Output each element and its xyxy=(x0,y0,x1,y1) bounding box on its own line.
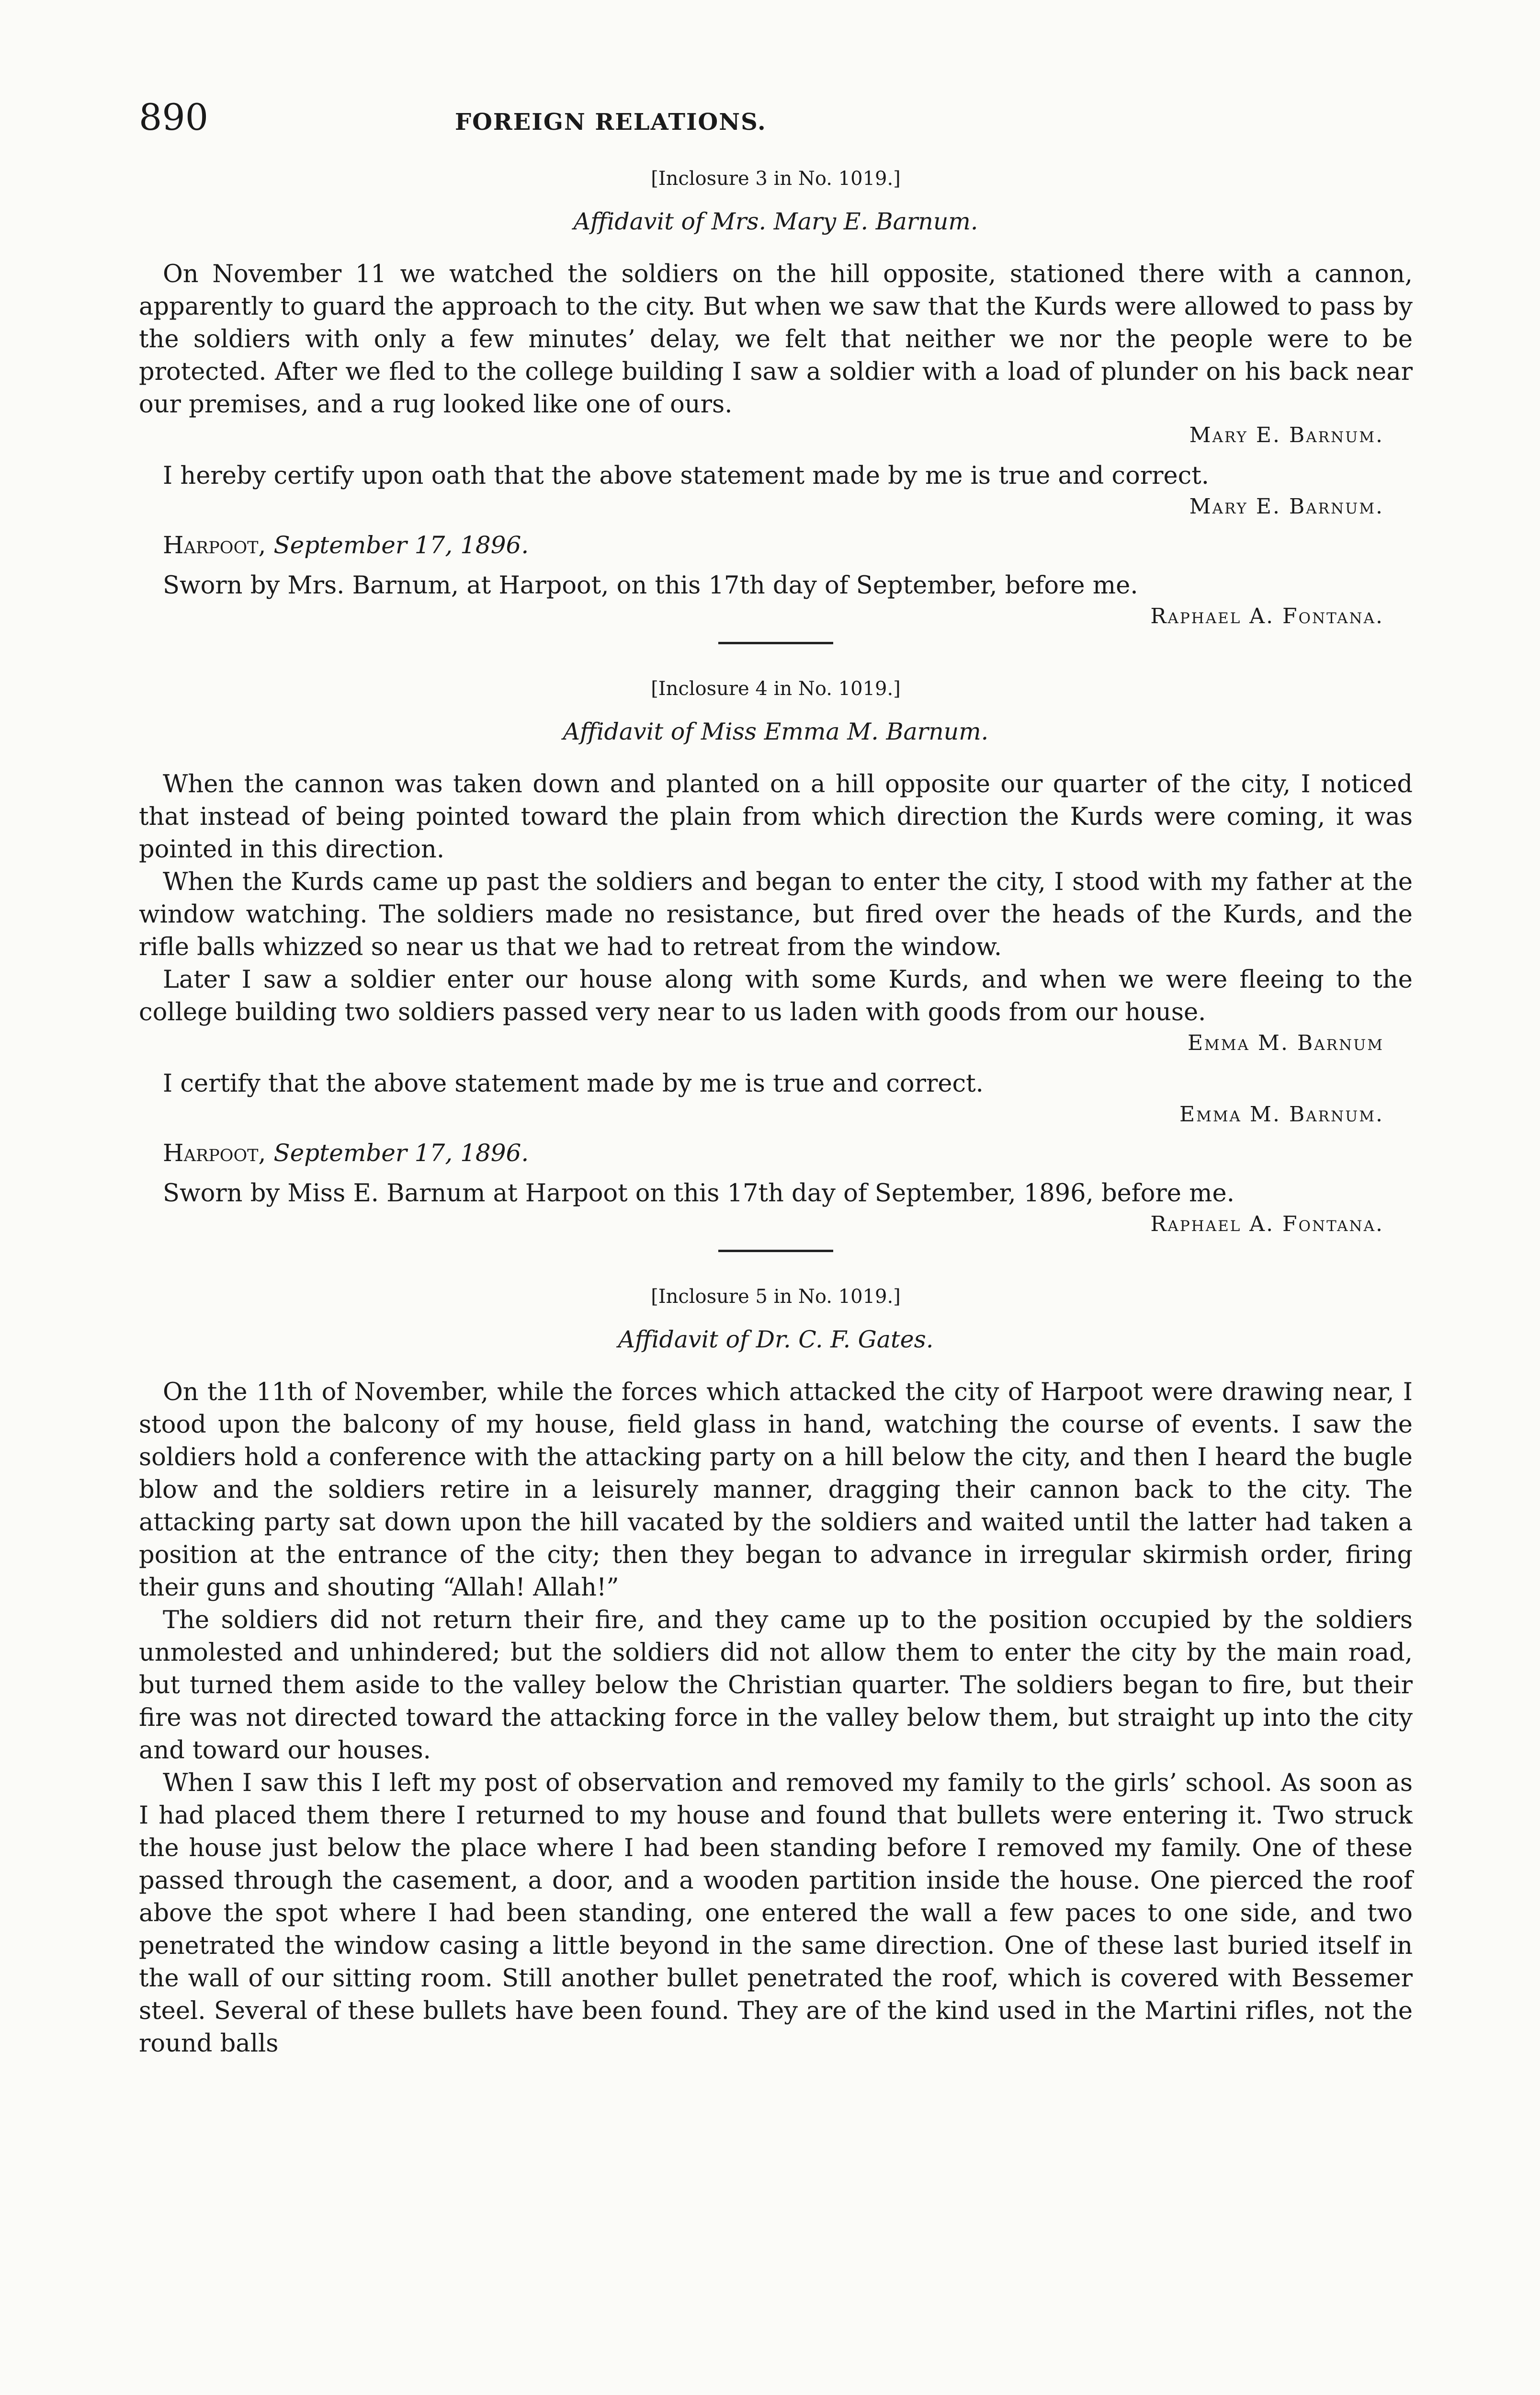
paragraph: When the Kurds came up past the soldiers and began to enter the city, I stood with my father at the window watching. The soldiers made no resistance, but fired over the heads of the Kurds, and the rifle balls whizzed so near us that we had to retreat from the window. xyxy=(139,868,1413,961)
official-signature: Raphael A. Fontana. xyxy=(1150,604,1384,628)
affidavit-title: Affidavit of Dr. C. F. Gates. xyxy=(618,1326,934,1353)
place: Harpoot, xyxy=(163,1139,266,1167)
paragraph: When I saw this I left my post of observation and removed my family to the girls’ school. As soon as I had placed them there I returned to my house and found that bullets were entering it. Two struck the house just below the place where I had been standing before I removed my family. One of these passed through the casement, a door, and a wooden partition inside the house. One pierced the roof above the spot where I had been standing, one entered the wall a few paces to one side, and two penetrated the window casing a little beyond in the same direction. One of these last buried itself in the wall of our sitting room. Still another bullet penetrated the roof, which is covered with Bessemer steel. Several of these bullets have been found. They are of the kind used in the Martini rifles, not the round balls xyxy=(139,1769,1413,2058)
signature: Emma M. Barnum. xyxy=(1179,1102,1384,1127)
document-page xyxy=(139,96,1413,2060)
place-date xyxy=(163,531,1413,559)
signature: Emma M. Barnum xyxy=(1187,1031,1384,1055)
affidavit-gates xyxy=(139,1286,1413,2060)
date: September 17, 1896. xyxy=(273,1139,529,1167)
paragraph: On November 11 we watched the soldiers on the hill opposite, stationed there with a cannon, apparently to guard the approach to the city. But when we saw that the Kurds were allowed to pass by the soldiers with only a few minutes’ delay, we felt that neither we nor the people were to be protected. After we fled to the college building I saw a soldier with a load of plunder on his back near our premises, and a rug looked like one of ours. xyxy=(139,260,1413,419)
signature: Mary E. Barnum. xyxy=(1189,423,1384,447)
signature: Mary E. Barnum. xyxy=(1189,494,1384,519)
official-signature: Raphael A. Fontana. xyxy=(1150,1212,1384,1236)
sworn-statement: Sworn by Miss E. Barnum at Harpoot on this 17th day of September, 1896, before me. xyxy=(163,1179,1234,1208)
sworn-statement: Sworn by Mrs. Barnum, at Harpoot, on this 17th day of September, before me. xyxy=(163,571,1138,600)
date: September 17, 1896. xyxy=(273,531,529,559)
page-header xyxy=(139,96,1413,139)
certification: I hereby certify upon oath that the above statement made by me is true and correct. xyxy=(163,462,1209,490)
page-number: 890 xyxy=(139,96,209,138)
place-date xyxy=(163,1139,1413,1167)
inclosure-label: [Inclosure 5 in No. 1019.] xyxy=(651,1286,901,1308)
affidavit-title: Affidavit of Miss Emma M. Barnum. xyxy=(563,718,989,745)
inclosure-label: [Inclosure 4 in No. 1019.] xyxy=(651,678,901,700)
paragraph: The soldiers did not return their fire, and they came up to the position occupied by the soldiers unmolested and unhindered; but the soldiers did not allow them to enter the city by the main road, but turned them aside to the valley below the Christian quarter. The soldiers began to fire, but their fire was not directed toward the attacking force in the valley below them, but straight up into the city and toward our houses. xyxy=(139,1606,1413,1765)
paragraph: When the cannon was taken down and planted on a hill opposite our quarter of the city, I noticed that instead of being pointed toward the plain from which direction the Kurds were coming, it was pointed in this direction. xyxy=(139,770,1413,864)
running-head: FOREIGN RELATIONS. xyxy=(455,109,767,136)
paragraph: Later I saw a soldier enter our house along with some Kurds, and when we were fleeing to the college building two soldiers passed very near to us laden with goods from our house. xyxy=(139,966,1413,1026)
affidavit-emma-barnum xyxy=(139,678,1413,1236)
section-divider xyxy=(718,1250,833,1252)
section-divider xyxy=(718,642,833,644)
place: Harpoot, xyxy=(163,531,266,559)
inclosure-label: [Inclosure 3 in No. 1019.] xyxy=(651,168,901,190)
paragraph: On the 11th of November, while the forces which attacked the city of Harpoot were drawing near, I stood upon the balcony of my house, field glass in hand, watching the course of events. I saw the soldiers hold a conference with the attacking party on a hill below the city, and then I heard the bugle blow and the soldiers retire in a leisurely manner, dragging their cannon back to the city. The attacking party sat down upon the hill vacated by the soldiers and waited until the latter had taken a position at the entrance of the city; then they began to advance in irregular skirmish order, firing their guns and shouting “Allah! Allah!” xyxy=(139,1378,1413,1602)
affidavit-mary-barnum xyxy=(139,168,1413,628)
certification: I certify that the above statement made by me is true and correct. xyxy=(163,1070,984,1098)
affidavit-title: Affidavit of Mrs. Mary E. Barnum. xyxy=(573,208,978,235)
